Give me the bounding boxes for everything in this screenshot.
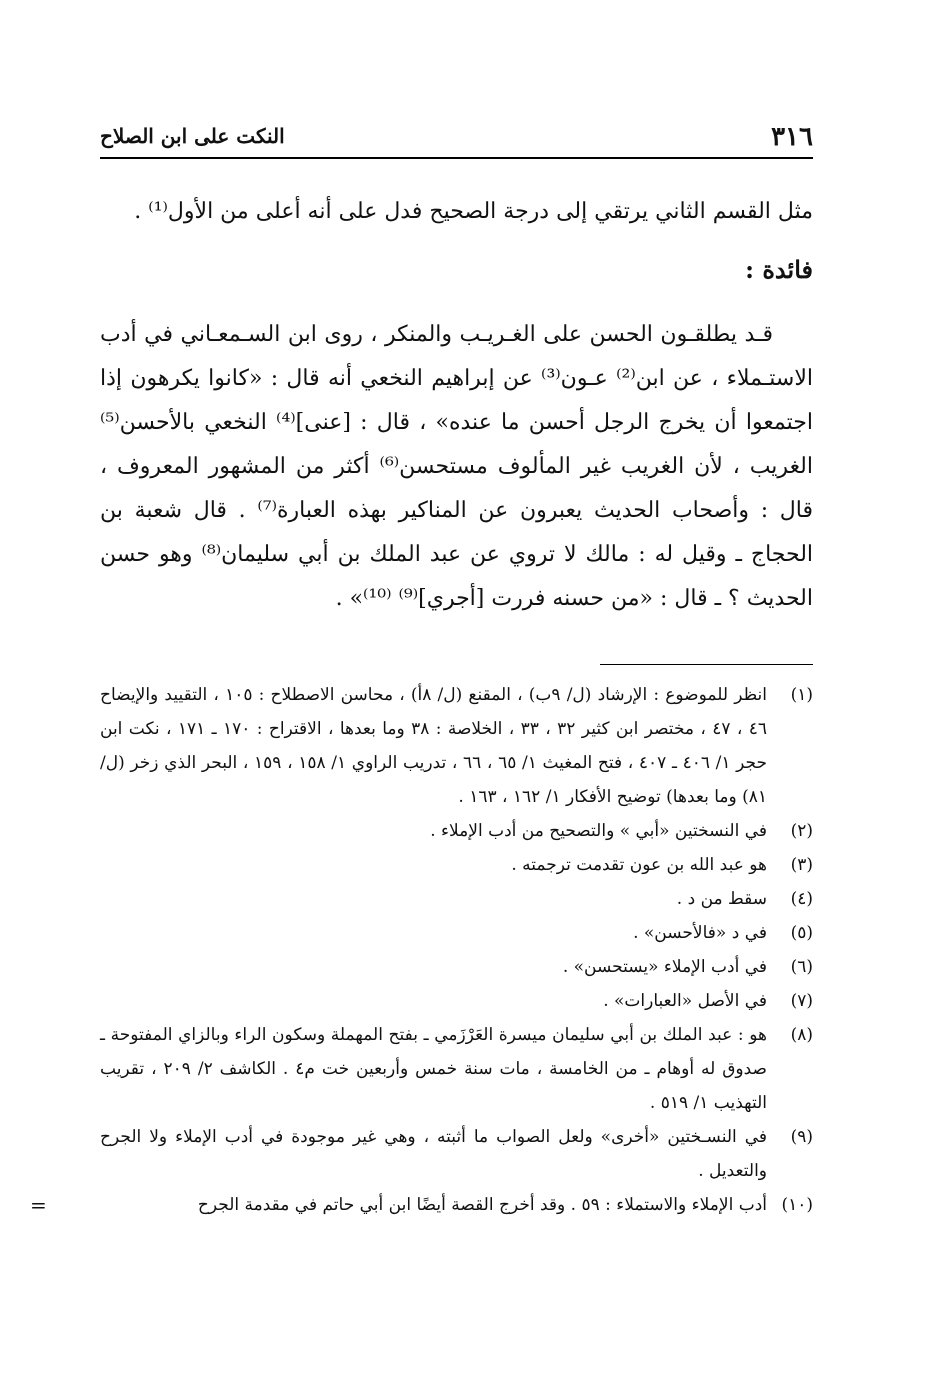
footnote-item bbox=[100, 984, 813, 1018]
continuation-mark: = bbox=[30, 1193, 47, 1217]
footnote-number: (١٠) bbox=[781, 1195, 813, 1215]
main-text bbox=[100, 190, 813, 621]
footnote-text: أدب الإملاء والاستملاء : ٥٩ . وقد أخرج القصة أيضًا ابن أبي حاتم في مقدمة الجرح bbox=[197, 1195, 767, 1215]
footnote-number: (٣) bbox=[790, 855, 813, 875]
footnote-number: (٥) bbox=[790, 923, 813, 943]
main-paragraph: قـد يطلقـون الحسن على الغـريـب والمنكر ، روى ابن السـمعـاني في أدب الاستـملاء ، عن ابن⁽²⁾ عـون⁽³⁾ عن إبراهيم النخعي أنه قال : «كانوا يكرهون إذا اجتمعوا أن يخرج الرجل أحسن ما عنده» ، قال : [عنى]⁽⁴⁾ النخعي بالأحسن⁽⁵⁾ الغريب ، لأن الغريب غير المألوف مستحسن⁽⁶⁾ أكثر من المشهور المعروف ، قال : وأصحاب الحديث يعبرون عن المناكير بهذه العبارة⁽⁷⁾ . قال شعبة بن الحجاج ـ وقيل له : مالك لا تروي عن عبد الملك بن أبي سليمان⁽⁸⁾ وهو حسن الحديث ؟ ـ قال : «من حسنه فررت [أجري]⁽⁹⁾ ⁽¹⁰⁾» . bbox=[100, 322, 814, 611]
footnote-text: هو : عبد الملك بن أبي سليمان ميسرة العَرْزَمي ـ بفتح المهملة وسكون الراء وبالزاي المفتوحة ـ صدوق له أوهام ـ من الخامسة ، مات سنة خمس وأربعين خت م٤ . الكاشف ٢/ ٢٠٩ ، تقريب التهذيب ١/ ٥١٩ . bbox=[100, 1025, 767, 1113]
footnote-text: هو عبد الله بن عون تقدمت ترجمته . bbox=[511, 855, 767, 875]
footnote-number: (٩) bbox=[790, 1127, 813, 1147]
page-header bbox=[100, 118, 813, 158]
running-title: النكت على ابن الصلاح bbox=[100, 124, 285, 148]
footnote-item bbox=[30, 1188, 813, 1222]
footnote-number: (٦) bbox=[790, 957, 813, 977]
footnote-number: (٨) bbox=[790, 1025, 813, 1045]
footnote-number: (٢) bbox=[790, 821, 813, 841]
header-rule bbox=[100, 157, 813, 159]
footnote-number: (١) bbox=[790, 685, 813, 705]
footnote-rule bbox=[600, 664, 813, 665]
footnote-text: في الأصل «العبارات» . bbox=[603, 991, 767, 1011]
opening-line: مثل القسم الثاني يرتقي إلى درجة الصحيح فدل على أنه أعلى من الأول⁽¹⁾ . bbox=[134, 199, 813, 224]
footnote-item bbox=[100, 1120, 813, 1188]
section-heading-label: فائدة : bbox=[745, 255, 813, 284]
footnote-item bbox=[100, 882, 813, 916]
footnote-text: في النسختين «أبي » والتصحيح من أدب الإملاء . bbox=[430, 821, 767, 841]
section-heading bbox=[100, 248, 813, 293]
footnote-item bbox=[100, 678, 813, 814]
footnote-item bbox=[100, 848, 813, 882]
footnote-text: في النسـختين «أخرى» ولعل الصواب ما أثبته ، وهي غير موجودة في أدب الإملاء ولا الجرح والتعديل . bbox=[100, 1127, 767, 1181]
footnote-text: في أدب الإملاء «يستحسن» . bbox=[562, 957, 767, 977]
footnote-item bbox=[100, 1018, 813, 1120]
footnote-item bbox=[100, 814, 813, 848]
page-number: ٣١٦ bbox=[771, 122, 813, 152]
footnotes bbox=[30, 678, 813, 1222]
footnote-text: سقط من د . bbox=[676, 889, 767, 909]
footnote-item bbox=[100, 916, 813, 950]
footnote-number: (٤) bbox=[790, 889, 813, 909]
footnote-item bbox=[100, 950, 813, 984]
footnote-text: في د «فالأحسن» . bbox=[633, 923, 767, 943]
footnote-text: انظر للموضوع : الإرشاد (ل/ ٩ب) ، المقنع (ل/ ٨أ) ، محاسن الاصطلاح : ١٠٥ ، التقييد والإيضاح ٤٦ ، ٤٧ ، مختصر ابن كثير ٣٢ ، ٣٣ ، الخلاصة : ٣٨ وما بعدها ، الاقتراح : ١٧٠ ـ ١٧١ ، نكت ابن حجر ١/ ٤٠٦ ـ ٤٠٧ ، فتح المغيث ١/ ٦٥ ، ٦٦ ، تدريب الراوي ١/ ١٥٨ ، ١٥٩ ، البحر الذي زخر (ل/ ٨١) وما بعدها) توضيح الأفكار ١/ ١٦٢ ، ١٦٣ . bbox=[100, 685, 768, 807]
footnote-number: (٧) bbox=[790, 991, 813, 1011]
